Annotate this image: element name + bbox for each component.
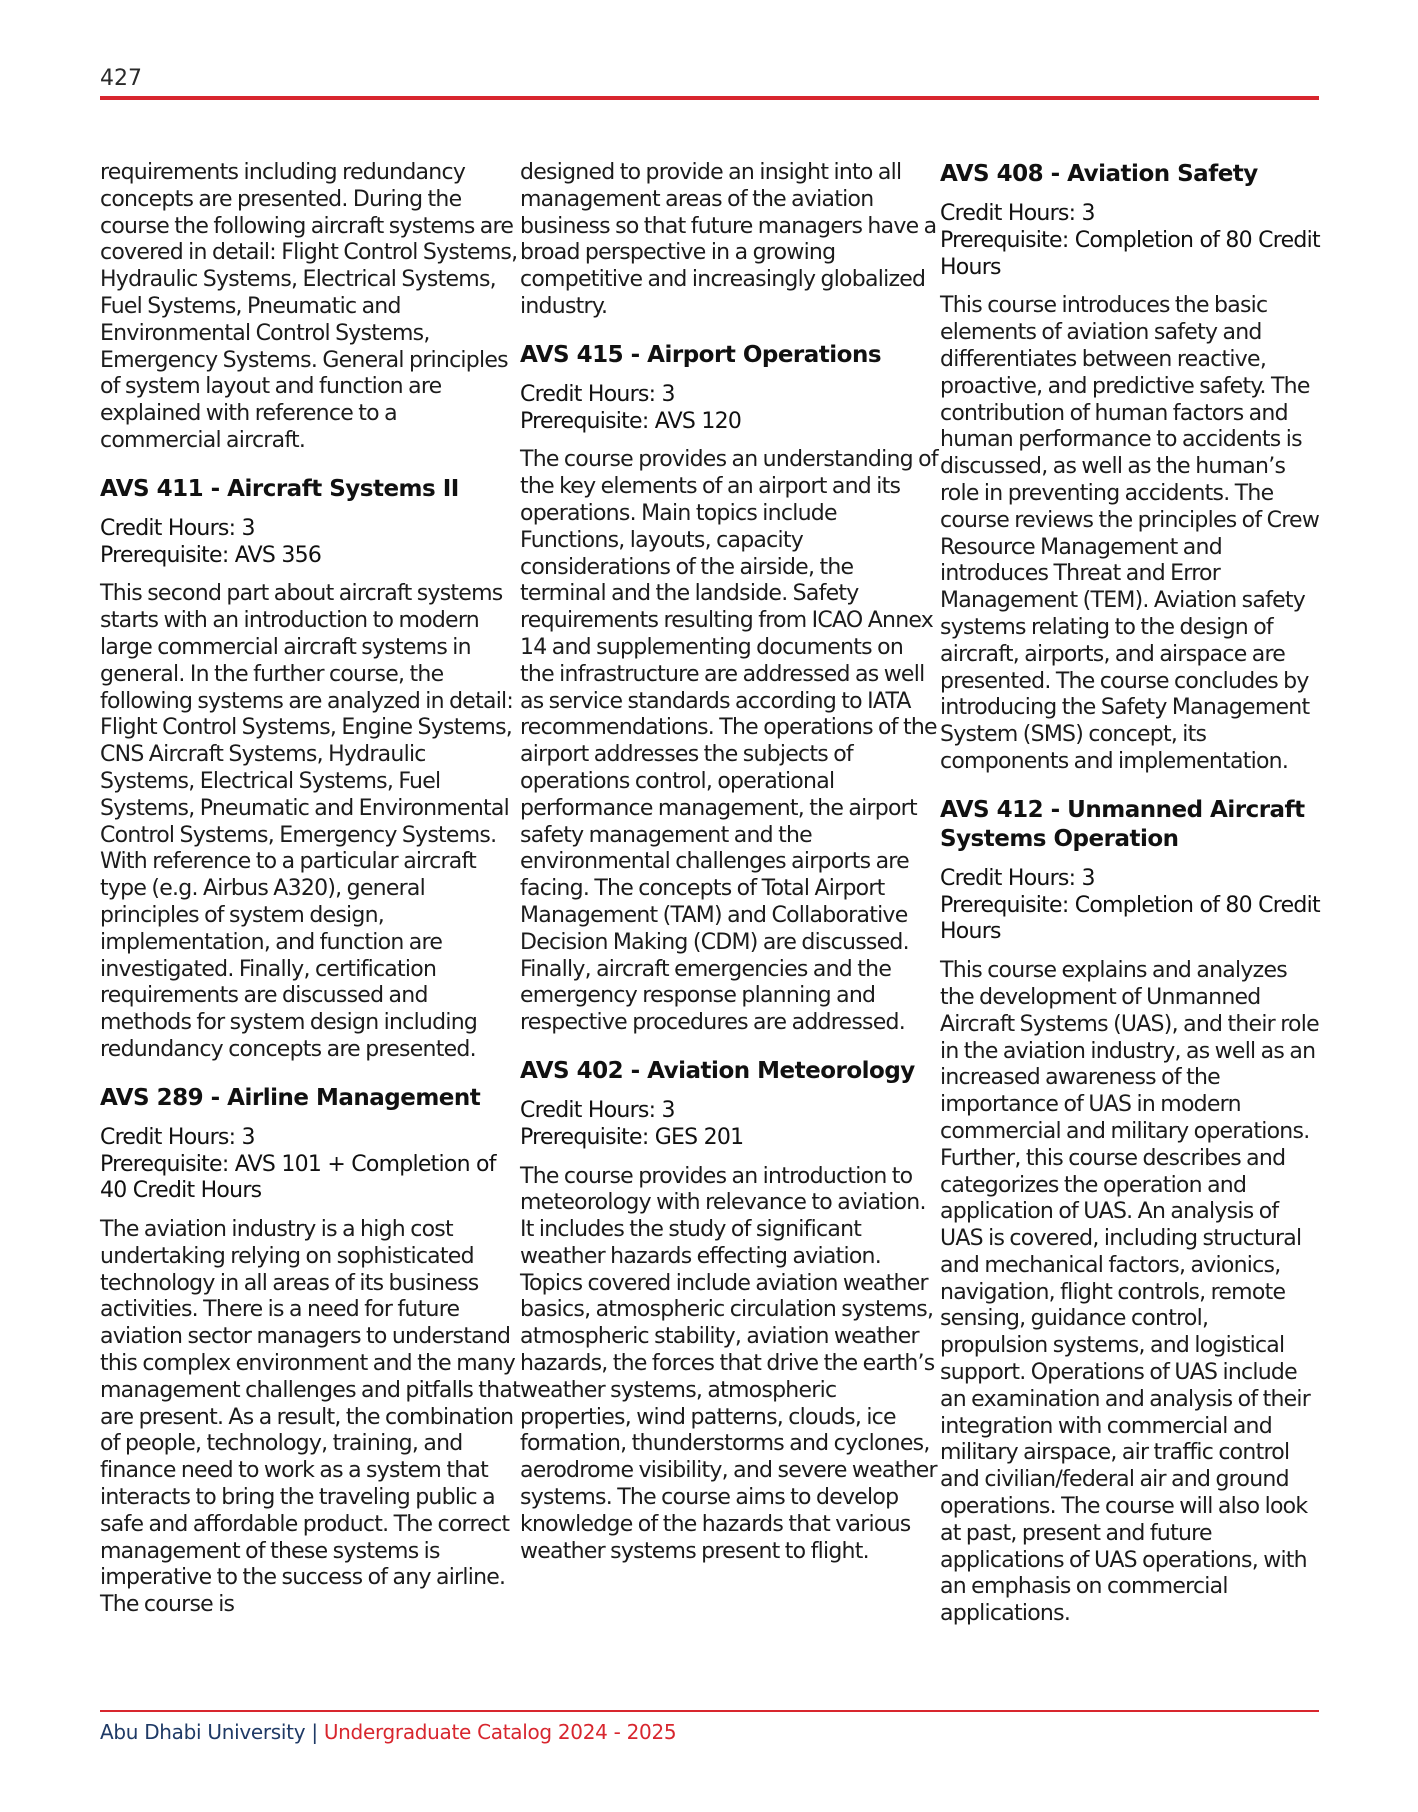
course-avs-408 [940,160,1320,776]
credit-hours: Credit Hours: 3 [940,865,1095,891]
course-description: This course explains and analyzes the development of Unmanned Aircraft Systems (UAS), and their role in the aviation industry, as well as an increased awareness of the importance of UAS in modern commercial and military operations. Further, this course describes and categorizes the operation and application of UAS. An analysis of UAS is covered, including structural and mechanical factors, avionics, navigation, flight controls, remote sensing, guidance control, propulsion systems, and logistical support. Operations of UAS include an examination and analysis of their integration with commercial and military airspace, air traffic control and civilian/federal air and ground operations. The course will also look at past, present and future applications of UAS operations, with an emphasis on commercial applications. [940,958,1319,1627]
course-avs-411 [100,475,520,1064]
footer-divider [100,1710,1319,1712]
course-title: AVS 411 - Aircraft Systems II [100,475,459,502]
course-description: The aviation industry is a high cost undertaking relying on sophisticated technology in all areas of its business activities. There is a need for future aviation sector managers to understand this complex environment and the many management challenges and pitfalls that are present. As a result, the combination of people, technology, training, and finance need to work as a system that interacts to bring the traveling public a safe and affordable product. The correct management of these systems is imperative to the success of any airline. The course is [100,1217,520,1618]
course-meta [100,516,520,570]
course-avs-412 [940,796,1320,1628]
continued-description: requirements including redundancy concepts are presented. During the course the following aircraft systems are covered in detail: Flight Control Systems, Hydraulic Systems, Electrical Systems, Fuel Systems, Pneumatic and Environmental Control Systems, Emergency Systems. General principles of system layout and function are explained with reference to a commercial aircraft. [100,160,518,453]
page-footer [100,1720,676,1744]
column-1 [100,160,520,1680]
credit-hours: Credit Hours: 3 [520,1097,675,1123]
course-columns [100,160,1320,1680]
course-title: AVS 408 - Aviation Safety [940,161,1258,187]
prerequisite: Prerequisite: AVS 120 [520,408,742,434]
course-avs-415 [520,341,940,1037]
prerequisite: Prerequisite: Completion of 80 Credit Hours [940,892,1320,945]
continued-description: designed to provide an insight into all management areas of the aviation business so that future managers have a broad perspective in a growing competitive and increasingly globalized industry. [520,160,937,319]
header-divider [100,96,1319,100]
footer-university: Abu Dhabi University [100,1720,306,1744]
course-meta [520,382,940,436]
credit-hours: Credit Hours: 3 [100,1124,255,1150]
footer-separator: | [311,1720,318,1744]
prerequisite: Prerequisite: GES 201 [520,1124,744,1150]
credit-hours: Credit Hours: 3 [940,201,1095,226]
course-title: AVS 412 - Unmanned Aircraft Systems Operation [940,796,1305,852]
course-avs-289 [100,1084,520,1619]
course-meta [520,1098,940,1152]
course-title: AVS 289 - Airline Management [100,1084,481,1111]
course-meta [940,201,1320,281]
page-number: 427 [100,66,142,91]
course-description: This course introduces the basic elements of aviation safety and differentiates between reactive, proactive, and predictive safety. The contribution of human factors and human performance to accidents is discussed, as well as the human’s role in preventing accidents. The course reviews the principles of Crew Resource Management and introduces Threat and Error Management (TEM). Aviation safety systems relating to the design of aircraft, airports, and airspace are presented. The course concludes by introducing the Safety Management System (SMS) concept, its components and implementation. [940,293,1320,774]
course-description: The course provides an understanding of the key elements of an airport and its operations. Main topics include Functions, layouts, capacity considerations of the airside, the terminal and the landside. Safety requirements resulting from ICAO Annex 14 and supplementing documents on the infrastructure are addressed as well as service standards according to IATA recommendations. The operations of the airport addresses the subjects of operations control, operational performance management, the airport safety management and the environmental challenges airports are facing. The concepts of Total Airport Management (TAM) and Collaborative Decision Making (CDM) are discussed. Finally, aircraft emergencies and the emergency response planning and respective procedures are addressed. [520,447,938,1036]
course-meta [940,866,1320,946]
course-description: The course provides an introduction to meteorology with relevance to aviation. It includes the study of significant weather hazards effecting aviation. Topics covered include aviation weather basics, atmospheric circulation systems, atmospheric stability, aviation weather hazards, the forces that drive the earth’s weather systems, atmospheric properties, wind patterns, clouds, ice formation, thunderstorms and cyclones, aerodrome visibility, and severe weather systems. The course aims to develop knowledge of the hazards that various weather systems present to flight. [520,1163,937,1564]
course-avs-402 [520,1057,940,1566]
credit-hours: Credit Hours: 3 [100,515,255,541]
course-meta [100,1125,520,1205]
column-2 [520,160,940,1680]
prerequisite: Prerequisite: AVS 356 [100,542,322,568]
credit-hours: Credit Hours: 3 [520,381,675,407]
course-description: This second part about aircraft systems starts with an introduction to modern large commercial aircraft systems in general. In the further course, the following systems are analyzed in detail: Flight Control Systems, Engine Systems, CNS Aircraft Systems, Hydraulic Systems, Electrical Systems, Fuel Systems, Pneumatic and Environmental Control Systems, Emergency Systems. With reference to a particular aircraft type (e.g. Airbus A320), general principles of system design, implementation, and function are investigated. Finally, certification requirements are discussed and methods for system design including redundancy concepts are presented. [100,581,514,1062]
course-title: AVS 402 - Aviation Meteorology [520,1057,915,1084]
course-title: AVS 415 - Airport Operations [520,341,882,368]
prerequisite: Prerequisite: Completion of 80 Credit Hours [940,227,1320,280]
footer-catalog-title: Undergraduate Catalog 2024 - 2025 [323,1720,677,1744]
column-3 [940,160,1320,1680]
prerequisite: Prerequisite: AVS 101 + Completion of 40 Credit Hours [100,1151,496,1204]
